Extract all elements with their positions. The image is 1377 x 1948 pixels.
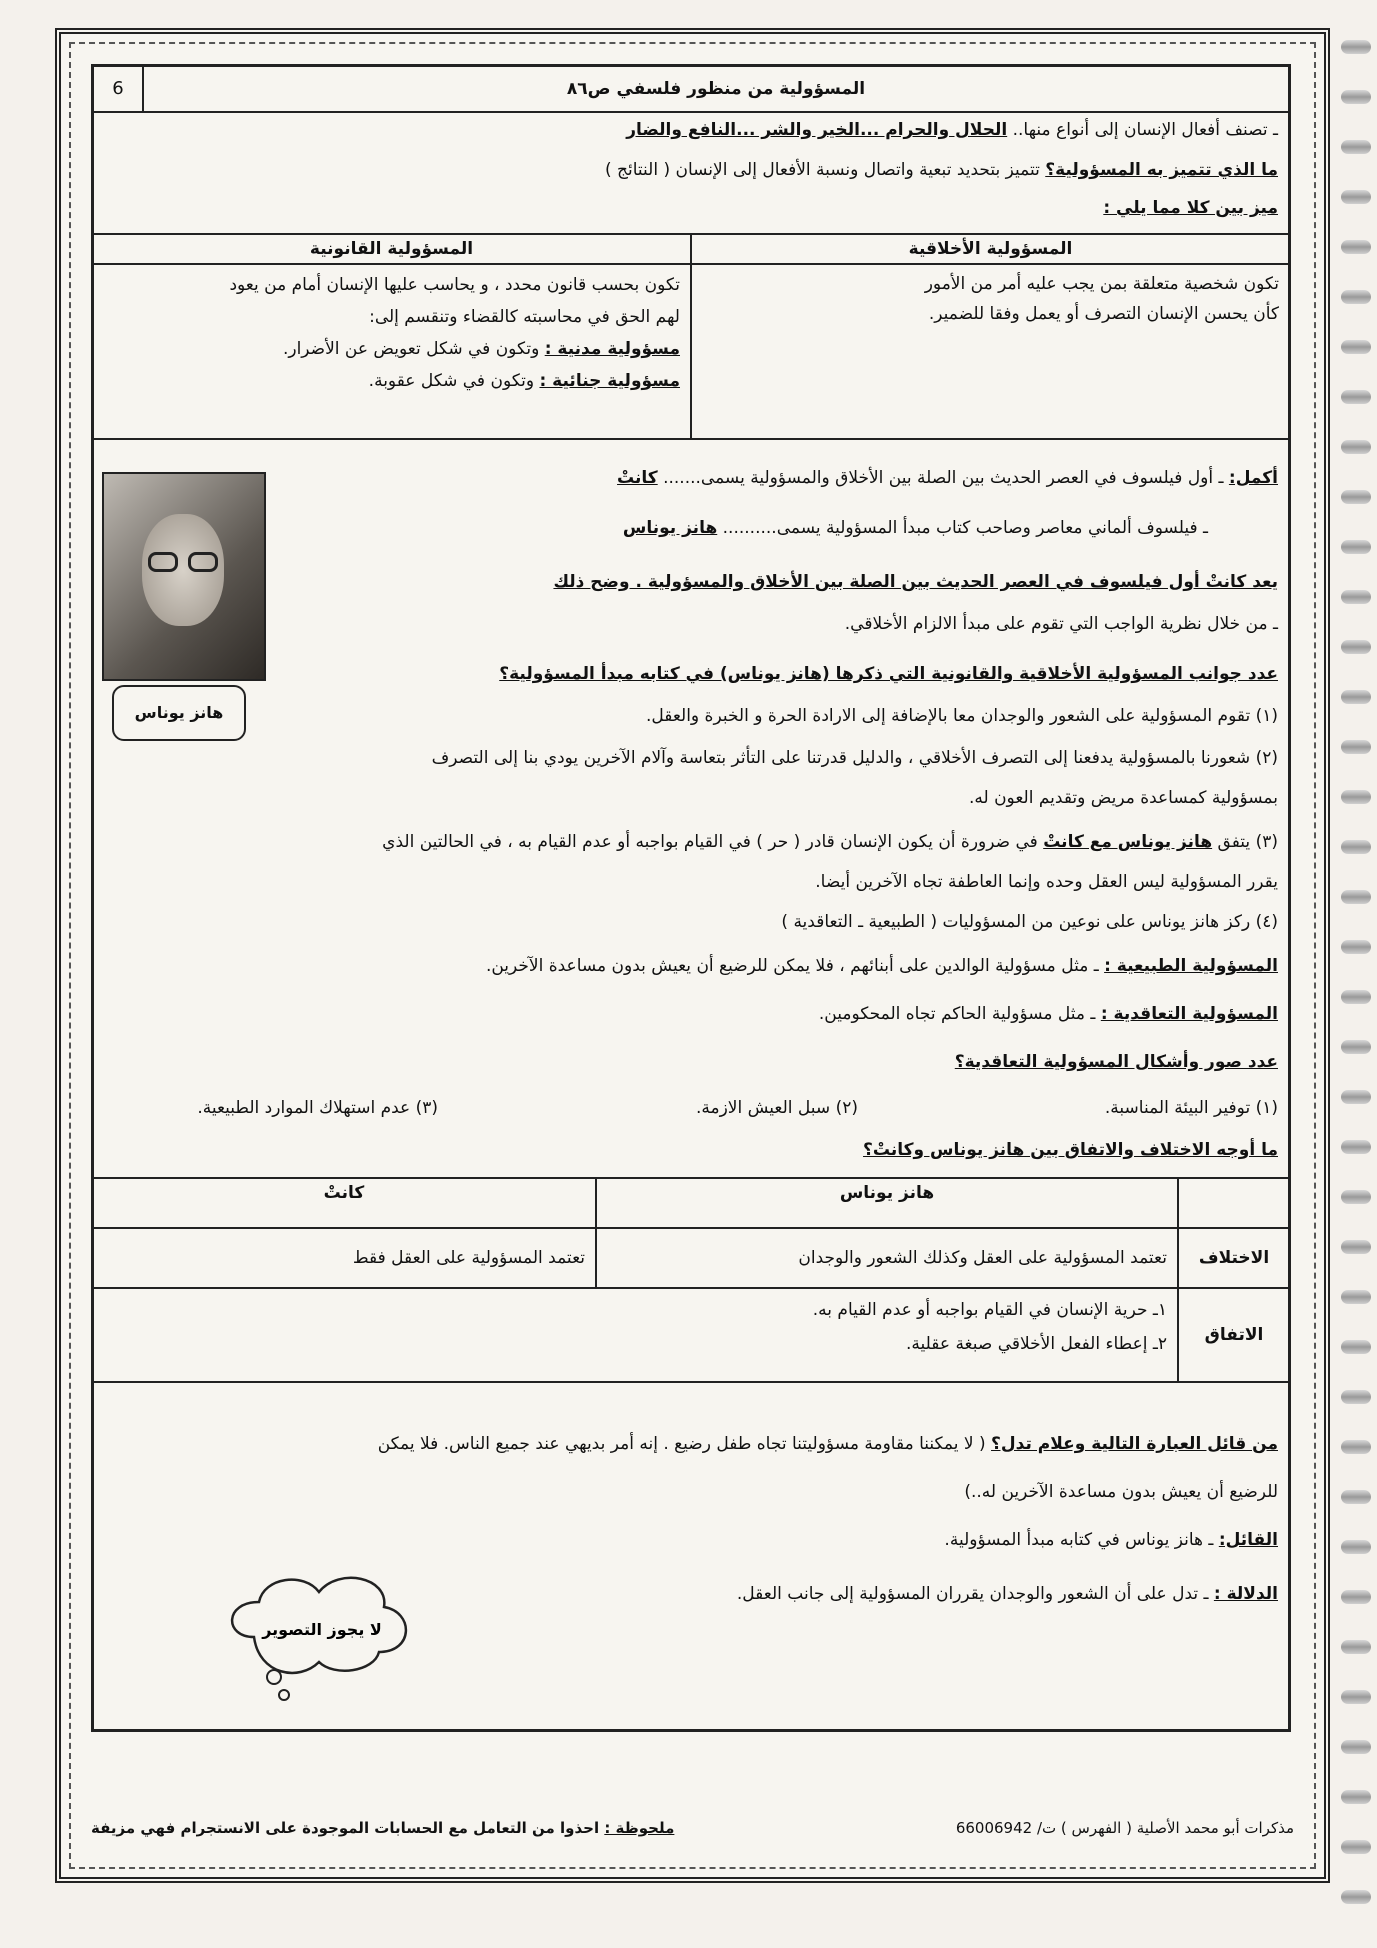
spiral-ring (1341, 840, 1371, 854)
agree-item-1: ١ـ حرية الإنسان في القيام بواجبه أو عدم القيام به. (812, 1300, 1167, 1320)
empty-corner (1178, 1178, 1290, 1228)
jonas-question (294, 659, 1278, 689)
page-frame (55, 28, 1330, 1883)
glasses-shape (148, 552, 218, 574)
spiral-ring (1341, 1140, 1371, 1154)
question-compare (104, 193, 1278, 223)
spiral-ring (1341, 1540, 1371, 1554)
natural-responsibility (104, 951, 1278, 981)
footer-right: مذكرات أبو محمد الأصلية ( الفهرس ) ت/ 66006942 (955, 1819, 1294, 1837)
civil-text: وتكون في شكل تعويض عن الأضرار. (282, 339, 545, 359)
question-label: ما الذي تتميز به المسؤولية؟ (1045, 160, 1278, 180)
agree-cell (92, 1288, 1178, 1382)
spiral-ring (1341, 790, 1371, 804)
criminal-text: وتكون في شكل عقوبة. (368, 371, 540, 391)
sayer-label: القائل: (1218, 1530, 1278, 1550)
spiral-ring (1341, 440, 1371, 454)
spiral-ring (1341, 1440, 1371, 1454)
quote-line-a (104, 1429, 1278, 1459)
types-line (104, 115, 1278, 145)
philosopher-photo (102, 472, 266, 681)
complete-answer-1: كانتْ (617, 468, 658, 488)
complete-label: أكمل: (1228, 468, 1278, 488)
responsibility-table (91, 233, 1291, 440)
col-jonas: هانز يوناس (596, 1178, 1178, 1228)
form-item-2: (٢) سبل العيش الازمة. (695, 1098, 858, 1118)
question-label: ميز بين كلا مما يلي : (1103, 198, 1278, 218)
form-item-3: (٣) عدم استهلاك الموارد الطبيعية. (197, 1098, 438, 1118)
kant-question (294, 567, 1278, 597)
spiral-ring (1341, 290, 1371, 304)
spiral-ring (1341, 1690, 1371, 1704)
spiral-ring (1341, 1190, 1371, 1204)
kant-answer: ـ من خلال نظرية الواجب التي تقوم على مبدأ الالزام الأخلاقي. (844, 614, 1278, 634)
spiral-ring (1341, 1390, 1371, 1404)
criminal-line (103, 365, 680, 397)
spiral-ring (1341, 590, 1371, 604)
meaning-text: ـ تدل على أن الشعور والوجدان يقرران المسؤولية إلى جانب العقل. (736, 1584, 1209, 1604)
spiral-binding (1335, 0, 1377, 1948)
spiral-ring (1341, 1640, 1371, 1654)
spiral-ring (1341, 540, 1371, 554)
spiral-ring (1341, 340, 1371, 354)
types-text: ـ تصنف أفعال الإنسان إلى أنواع منها.. (1012, 120, 1278, 140)
spiral-ring (1341, 140, 1371, 154)
spiral-ring (1341, 1740, 1371, 1754)
quote-sayer (104, 1525, 1278, 1555)
legal-cell (92, 264, 691, 439)
jonas-point-2a: (٢) شعورنا بالمسؤولية يدفعنا إلى التصرف الأخلاقي ، والدليل قدرتنا على التأثر بتعاسة وآلام الآخرين يودي بنا إلى التصرف (431, 748, 1278, 768)
diff-question (104, 1135, 1278, 1165)
types-bold: الحلال والحرام ...الخير والشر ...النافع والضار (626, 120, 1008, 140)
footer-note-label: ملحوظة : (604, 1819, 675, 1837)
content-box (91, 64, 1291, 1732)
footer-note: احذوا من التعامل مع الحسابات الموجودة على الانستجرام فهي مزيفة (91, 1819, 605, 1837)
complete-text-1: ـ أول فيلسوف في العصر الحديث بين الصلة بين الأخلاق والمسؤولية يسمى....... (663, 468, 1224, 488)
footer-left (91, 1819, 674, 1837)
contract-label: المسؤولية التعاقدية : (1100, 1004, 1278, 1024)
p3-pre: (٣) يتفق (1212, 832, 1278, 852)
stamp-text: لا يجوز التصوير (262, 1620, 382, 1639)
spiral-ring (1341, 240, 1371, 254)
spiral-ring (1341, 990, 1371, 1004)
comparison-table (91, 1177, 1291, 1383)
spiral-ring (1341, 640, 1371, 654)
meaning-label: الدلالة : (1213, 1584, 1278, 1604)
spiral-ring (1341, 190, 1371, 204)
spiral-ring (1341, 1040, 1371, 1054)
contract-responsibility (104, 999, 1278, 1029)
jonas-question-text: عدد جوانب المسؤولية الأخلاقية والقانونية التي ذكرها (هانز يوناس) في كتابه مبدأ المسؤولية؟ (499, 664, 1278, 684)
jonas-point-2b: بمسؤولية كمساعدة مريض وتقديم العون له. (968, 788, 1278, 808)
criminal-label: مسؤولية جنائية : (539, 371, 680, 391)
spiral-ring (1341, 690, 1371, 704)
contract-forms-question (104, 1047, 1278, 1077)
civil-line (103, 333, 680, 365)
contract-forms-label: عدد صور وأشكال المسؤولية التعاقدية؟ (954, 1052, 1278, 1072)
spiral-ring (1341, 940, 1371, 954)
spiral-ring (1341, 40, 1371, 54)
legal-header: المسؤولية القانونية (92, 234, 691, 264)
moral-cell (691, 264, 1290, 439)
form-item-1: (١) توفير البيئة المناسبة. (1104, 1098, 1278, 1118)
spiral-ring (1341, 1240, 1371, 1254)
spiral-ring (1341, 1090, 1371, 1104)
civil-label: مسؤولية مدنية : (544, 339, 680, 359)
quote-text-a: ( لا يمكننا مقاومة مسؤوليتنا تجاه طفل رضيع . إنه أمر بديهي عند جميع الناس. فلا يمكن (377, 1434, 986, 1454)
jonas-point-1: (١) تقوم المسؤولية على الشعور والوجدان معا بالإضافة إلى الارادة الحرة و الخبرة والعقل. (645, 706, 1278, 726)
sayer-text: ـ هانز يوناس في كتابه مبدأ المسؤولية. (944, 1530, 1214, 1550)
quote-line-b: للرضيع أن يعيش بدون مساعدة الآخرين له..) (964, 1482, 1278, 1502)
spiral-ring (1341, 390, 1371, 404)
legal-line: تكون بحسب قانون محدد ، و يحاسب عليها الإنسان أمام من يعود (229, 275, 680, 295)
spiral-ring (1341, 90, 1371, 104)
p3-post: في ضرورة أن يكون الإنسان قادر ( حر ) في القيام بواجبه أو عدم القيام به ، في الحالتين الذي (382, 832, 1044, 852)
spiral-ring (1341, 890, 1371, 904)
page-title: المسؤولية من منظور فلسفي ص٨٦ (566, 79, 866, 99)
natural-text: ـ مثل مسؤولية الوالدين على أبنائهم ، فلا يمكن للرضيع أن يعيش بدون مساعدة الآخرين. (485, 956, 1099, 976)
jonas-point-3b: يقرر المسؤولية ليس العقل وحده وإنما العاطفة تجاه الآخرين أيضا. (815, 872, 1278, 892)
diff-kant: تعتمد المسؤولية على العقل فقط (92, 1228, 596, 1288)
header (94, 67, 1288, 113)
agree-item-2: ٢ـ إعطاء الفعل الأخلاقي صبغة عقلية. (906, 1334, 1167, 1354)
spiral-ring (1341, 1490, 1371, 1504)
complete-text-2: ـ فيلسوف ألماني معاصر وصاحب كتاب مبدأ المسؤولية يسمى.......... (722, 518, 1208, 538)
quote-question: من قائل العبارة التالية وعلام تدل؟ (991, 1434, 1278, 1454)
col-kant: كانتْ (92, 1178, 596, 1228)
row-diff-label: الاختلاف (1178, 1228, 1290, 1288)
diff-question-text: ما أوجه الاختلاف والاتفاق بين هانز يوناس وكانتْ؟ (863, 1140, 1278, 1160)
complete-line-1 (294, 463, 1278, 493)
spiral-ring (1341, 490, 1371, 504)
spiral-ring (1341, 1890, 1371, 1904)
question-answer: تتميز بتحديد تبعية واتصال ونسبة الأفعال إلى الإنسان ( النتائج ) (604, 160, 1040, 180)
spiral-ring (1341, 1290, 1371, 1304)
moral-line: كأن يحسن الإنسان التصرف أو يعمل وفقا للضمير. (928, 304, 1279, 324)
moral-line: تكون شخصية متعلقة بمن يجب عليه أمر من الأمور (924, 274, 1279, 294)
photo-caption: هانز يوناس (112, 685, 246, 741)
complete-line-2 (294, 513, 1208, 543)
spiral-ring (1341, 1590, 1371, 1604)
kant-question-text: يعد كانتْ أول فيلسوف في العصر الحديث بين الصلة بين الأخلاق والمسؤولية . وضح ذلك (553, 572, 1278, 592)
spiral-ring (1341, 1840, 1371, 1854)
complete-answer-2: هانز يوناس (622, 518, 718, 538)
spiral-ring (1341, 1790, 1371, 1804)
jonas-point-3a (104, 827, 1278, 857)
legal-line: لهم الحق في محاسبته كالقضاء وتنقسم إلى: (369, 307, 680, 327)
row-agree-label: الاتفاق (1178, 1288, 1290, 1382)
jonas-point-4: (٤) ركز هانز يوناس على نوعين من المسؤوليات ( الطبيعية ـ التعاقدية ) (781, 912, 1278, 932)
page-number: 6 (94, 67, 144, 111)
spiral-ring (1341, 1340, 1371, 1354)
contract-text: ـ مثل مسؤولية الحاكم تجاه المحكومين. (818, 1004, 1096, 1024)
spiral-ring (1341, 740, 1371, 754)
moral-header: المسؤولية الأخلاقية (691, 234, 1290, 264)
diff-jonas: تعتمد المسؤولية على العقل وكذلك الشعور والوجدان (596, 1228, 1178, 1288)
p3-bold: هانز يوناس مع كانتْ (1043, 832, 1213, 852)
question-distinguish (104, 155, 1278, 185)
natural-label: المسؤولية الطبيعية : (1104, 956, 1278, 976)
cloud-stamp (214, 1557, 424, 1707)
